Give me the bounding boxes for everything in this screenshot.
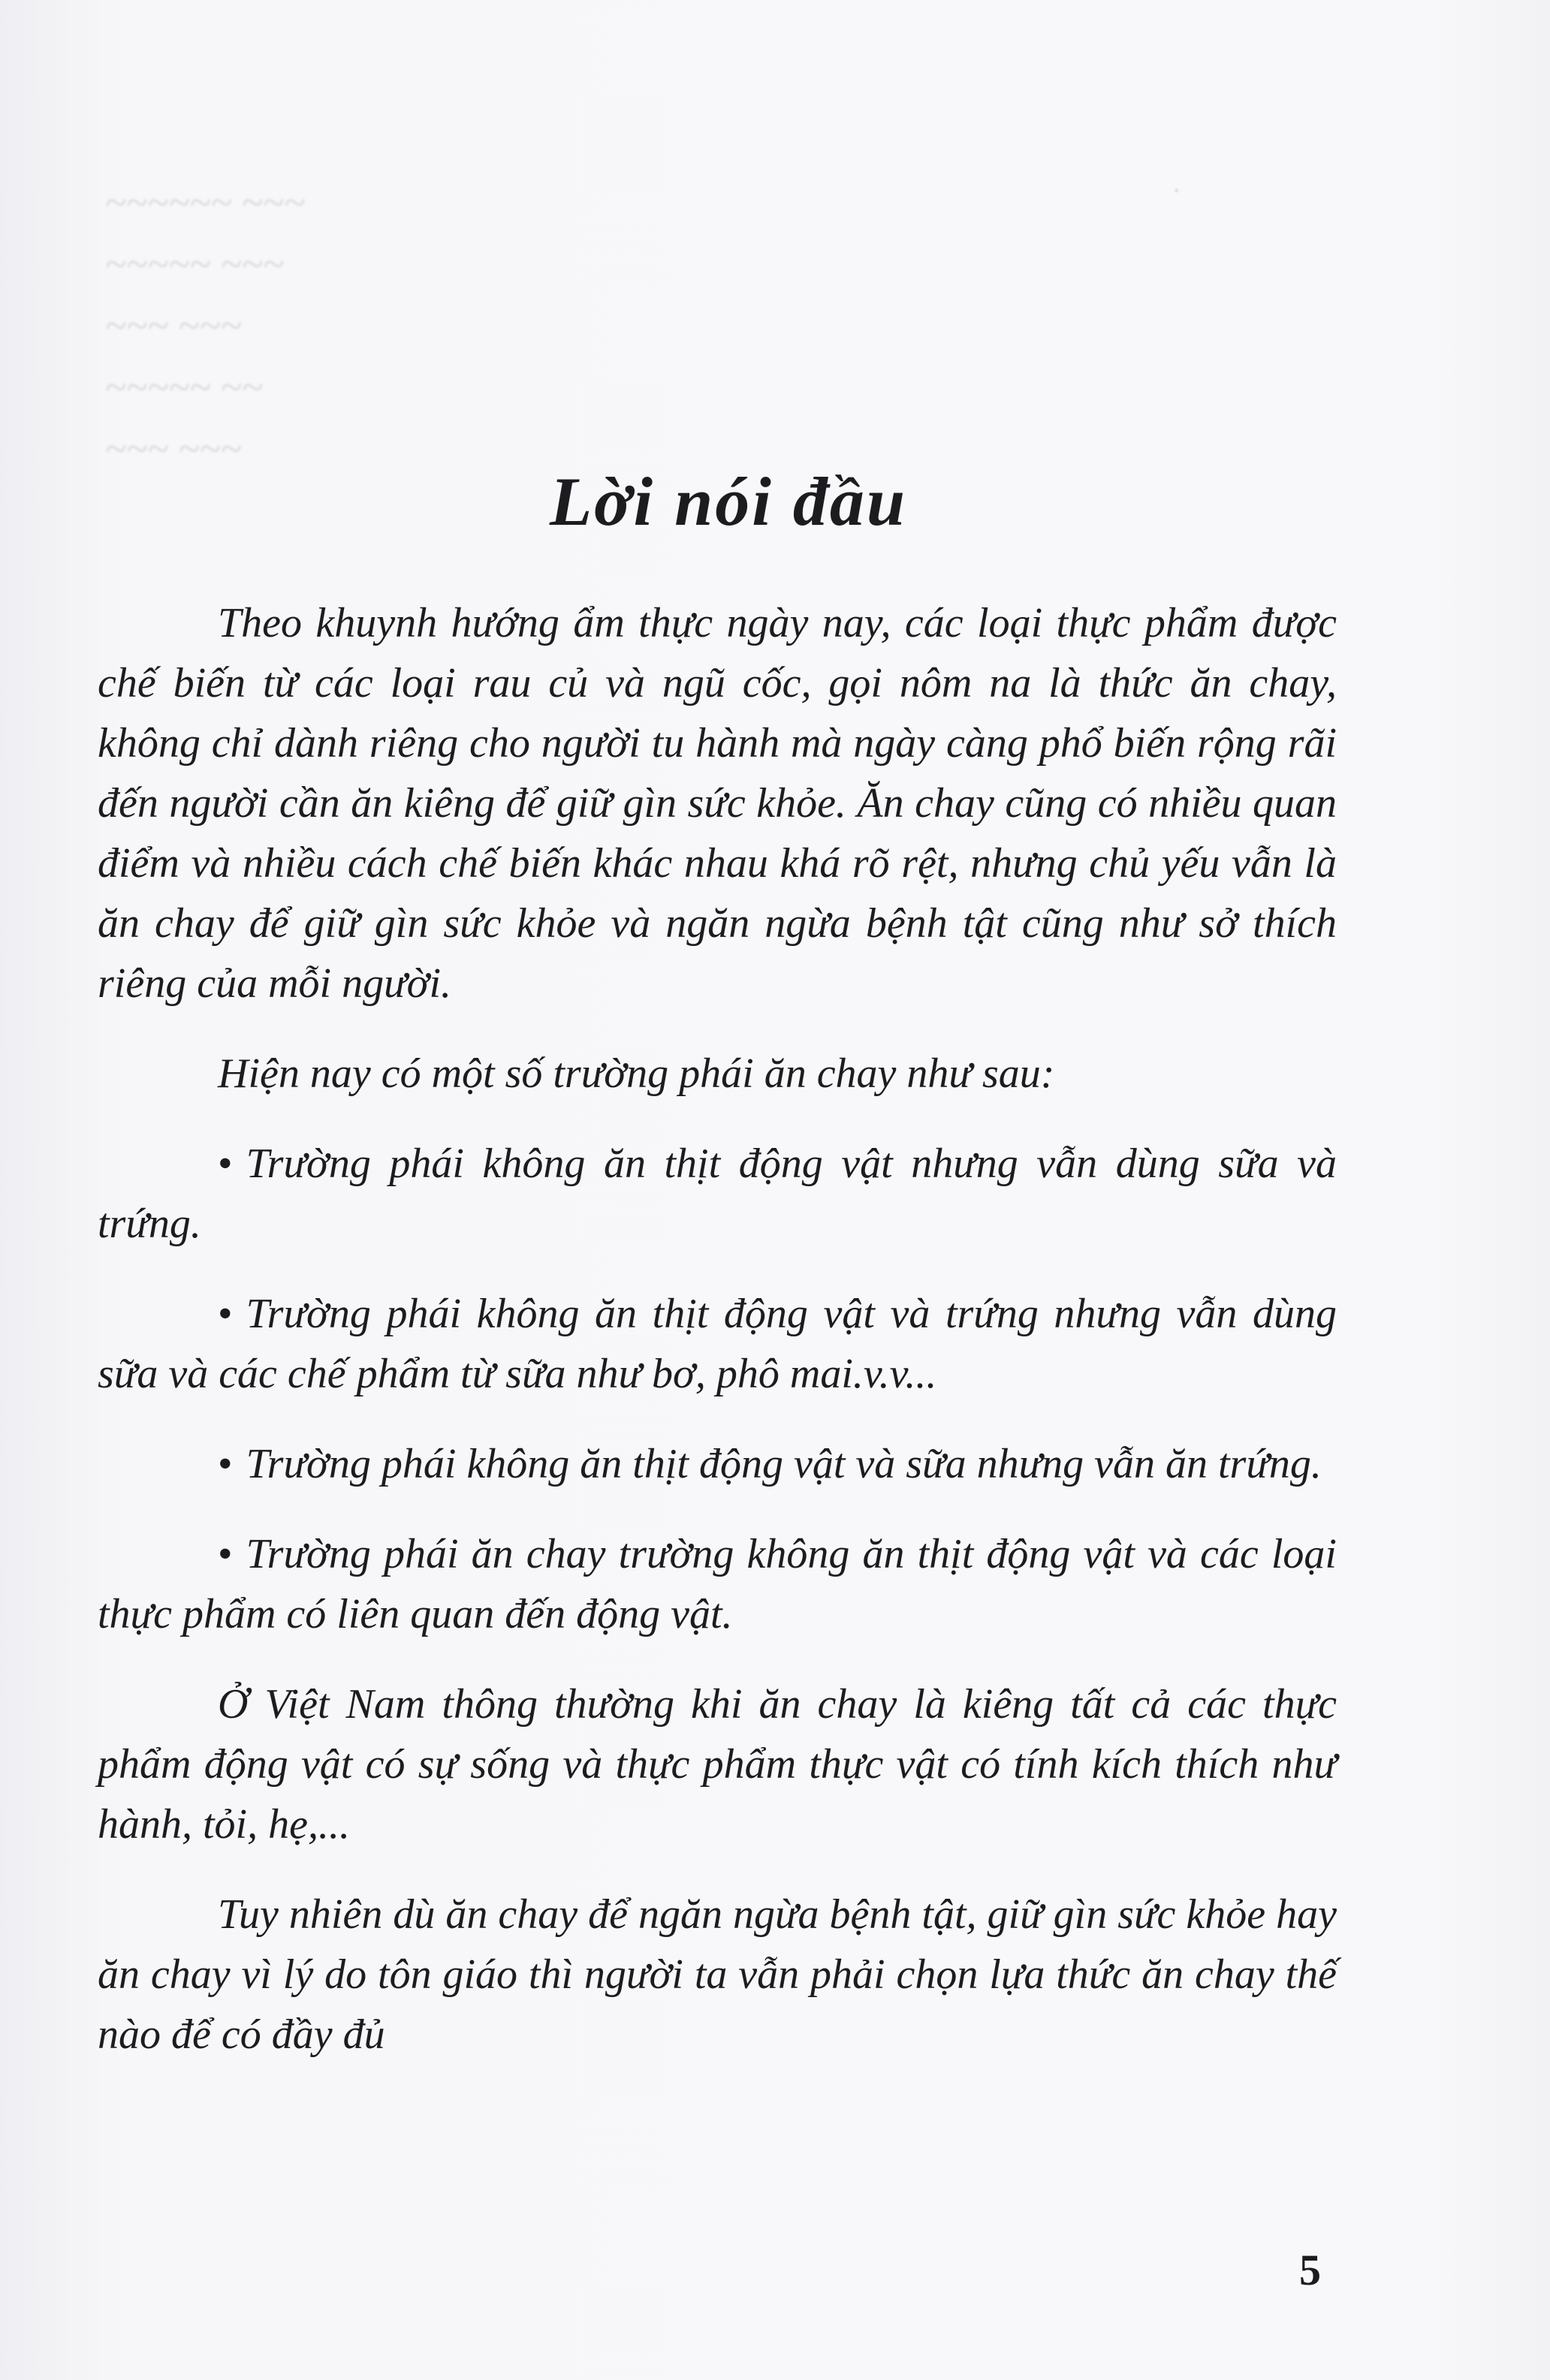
paragraph-intro: Theo khuynh hướng ẩm thực ngày nay, các loại thực phẩm được chế biến từ các loại rau củ và ngũ cốc, gọi nôm na là thức ăn chay, không chỉ dành riêng cho người tu hành mà ngày càng phổ biến rộng rãi đến người cần ăn kiêng để giữ gìn sức khỏe. Ăn chay cũng có nhiều quan điểm và nhiều cách chế biến khác nhau khá rõ rệt, nhưng chủ yếu vẫn là ăn chay để giữ gìn sức khỏe và ngăn ngừa bệnh tật cũng như sở thích riêng của mỗi người. [98,600,1337,1007]
list-item [98,1434,1337,1494]
list-item-text: Trường phái không ăn thịt động vật nhưng vẫn dùng sữa và trứng. [98,1140,1337,1247]
list-item [98,1524,1337,1644]
list-item-text: Trường phái không ăn thịt động vật và trứng nhưng vẫn dùng sữa và các chế phẩm từ sữa như bơ, phô mai.v.v... [98,1291,1337,1397]
list-item [98,1284,1337,1404]
bullet-icon: • [218,1531,233,1577]
bleed-through-text: ~~~~~~ ~~~ ~~~~~ ~~~ ~~~ ~~~ ~~~~~ ~~ ~~~ ~~~ [105,182,306,471]
bullet-icon: • [218,1140,233,1187]
list-item-text: Trường phái ăn chay trường không ăn thịt động vật và các loại thực phẩm có liên quan đến động vật. [98,1531,1337,1637]
list-item [98,1134,1337,1254]
paragraph-vietnam: Ở Việt Nam thông thường khi ăn chay là kiêng tất cả các thực phẩm động vật có sự sống và thực phẩm thực vật có tính kích thích như hành, tỏi, hẹ,... [98,1681,1337,1848]
bullet-icon: • [218,1291,233,1337]
paper-speckle: · [1172,173,1182,207]
body-text [98,593,1337,2095]
page-title: Lời nói đầu [549,463,908,540]
list-item-text: Trường phái không ăn thịt động vật và sữa nhưng vẫn ăn trứng. [246,1441,1322,1487]
page-number: 5 [1299,2246,1321,2294]
bullet-icon: • [218,1441,233,1487]
paragraph-list-intro: Hiện nay có một số trường phái ăn chay như sau: [218,1050,1055,1097]
paragraph-however: Tuy nhiên dù ăn chay để ngăn ngừa bệnh tật, giữ gìn sức khỏe hay ăn chay vì lý do tôn giáo thì người ta vẫn phải chọn lựa thức ăn chay thế nào để có đầy đủ [98,1891,1337,2058]
